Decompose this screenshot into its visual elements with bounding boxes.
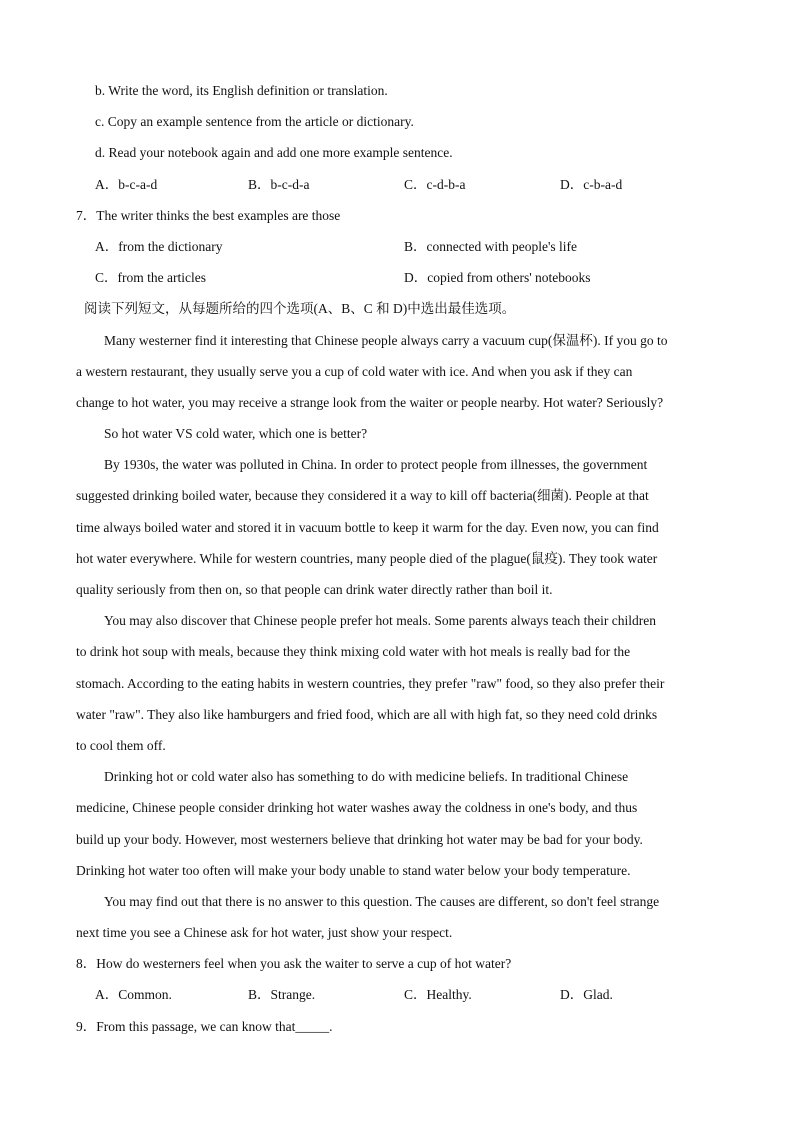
passage-line: build up your body. However, most westerners believe that drinking hot water may be bad for your body.	[76, 831, 643, 847]
passage-paragraph-3	[0, 449, 794, 605]
passage-line: Drinking hot or cold water also has something to do with medicine beliefs. In traditional Chinese	[104, 769, 629, 785]
passage-line: to cool them off.	[76, 737, 166, 753]
passage-line: water "raw". They also like hamburgers and fried food, which are all with high fat, so they need cold drinks	[76, 706, 658, 722]
passage-line: time always boiled water and stored it in vacuum bottle to keep it warm for the day. Even now, you can find	[76, 519, 659, 535]
q8-option-c: C．Healthy.	[404, 987, 472, 1003]
q8-option-d: D．Glad.	[560, 987, 613, 1003]
q8-stem: 8．How do westerners feel when you ask the waiter to serve a cup of hot water?	[76, 956, 512, 972]
q7-stem: 7．The writer thinks the best examples are those	[76, 207, 341, 223]
passage-line: next time you see a Chinese ask for hot water, just show your respect.	[76, 925, 453, 941]
q8-options-row	[0, 979, 794, 1010]
q7-options-row-2	[0, 262, 794, 293]
q6-option-a: A．b-c-a-d	[95, 176, 158, 192]
q7-option-a: A．from the dictionary	[95, 238, 223, 254]
q7-option-d: D．copied from others' notebooks	[404, 270, 591, 286]
reading-instruction: 阅读下列短文，从每题所给的四个选项(A、B、C 和 D)中选出最佳选项。	[84, 301, 516, 317]
passage-paragraph-2	[0, 418, 794, 449]
q7-options-row-1	[0, 231, 794, 262]
q8-option-b: B．Strange.	[248, 987, 316, 1003]
vocab-step-c: c. Copy an example sentence from the article or dictionary.	[95, 114, 414, 130]
q6-option-c: C．c-d-b-a	[404, 176, 466, 192]
passage-line: change to hot water, you may receive a strange look from the waiter or people nearby. Hot water? Seriously?	[76, 394, 664, 410]
passage-paragraph-1	[0, 325, 794, 419]
vocab-step-b: b. Write the word, its English definition or translation.	[95, 83, 388, 98]
passage-line: hot water everywhere. While for western countries, many people died of the plague(鼠疫). They took water	[76, 550, 658, 566]
passage-paragraph-5	[0, 761, 794, 886]
q9-stem: 9．From this passage, we can know that_____.	[76, 1018, 333, 1034]
passage-paragraph-4	[0, 605, 794, 761]
passage-paragraph-6	[0, 886, 794, 948]
passage-line: suggested drinking boiled water, because they considered it a way to kill off bacteria(细菌). People at that	[76, 488, 649, 504]
passage-line: quality seriously from then on, so that people can drink water directly rather than boil it.	[76, 582, 553, 597]
passage-line: You may also discover that Chinese people prefer hot meals. Some parents always teach their children	[104, 613, 656, 629]
passage-line: medicine, Chinese people consider drinking hot water washes away the coldness in one's body, and thus	[76, 800, 638, 816]
passage-line: By 1930s, the water was polluted in China. In order to protect people from illnesses, the government	[104, 457, 648, 473]
vocab-step-d: d. Read your notebook again and add one more example sentence.	[95, 145, 453, 161]
passage-line: stomach. According to the eating habits in western countries, they prefer "raw" food, so they also prefer their	[76, 675, 665, 691]
passage-line: So hot water VS cold water, which one is better?	[104, 426, 368, 442]
passage-line: Many westerner find it interesting that Chinese people always carry a vacuum cup(保温杯). If you go to	[104, 332, 668, 348]
passage-line: Drinking hot water too often will make your body unable to stand water below your body temperature.	[76, 862, 631, 878]
q6-option-b: B．b-c-d-a	[248, 176, 310, 192]
q7-option-c: C．from the articles	[95, 270, 206, 286]
q6-options-row	[0, 169, 794, 200]
passage-line: a western restaurant, they usually serve you a cup of cold water with ice. And when you ask if they can	[76, 363, 633, 379]
passage-line: to drink hot soup with meals, because they think mixing cold water with hot meals is really bad for the	[76, 644, 631, 660]
q8-option-a: A．Common.	[95, 987, 172, 1003]
q7-option-b: B．connected with people's life	[404, 238, 578, 254]
passage-line: You may find out that there is no answer to this question. The causes are different, so don't feel strange	[104, 893, 660, 909]
q6-option-d: D．c-b-a-d	[560, 176, 623, 192]
